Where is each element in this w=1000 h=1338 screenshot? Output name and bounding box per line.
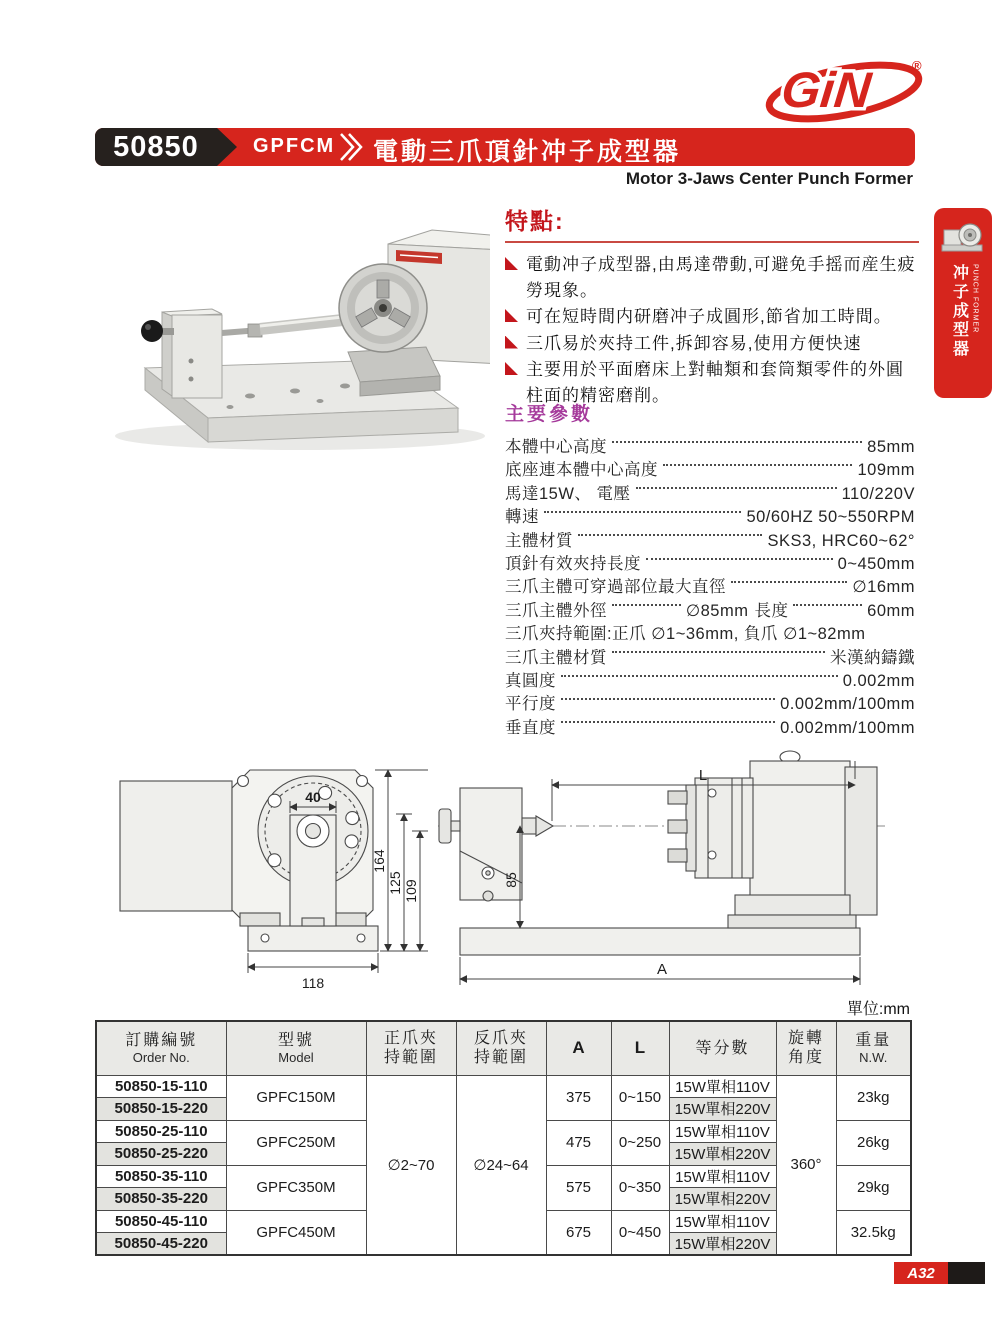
bullet-triangle-icon bbox=[505, 336, 518, 349]
table-row bbox=[96, 1075, 911, 1098]
tab-label-en: PUNCH FORMER bbox=[971, 264, 979, 334]
order-no-cell: 50850-35-110 bbox=[96, 1165, 226, 1188]
order-no-cell: 50850-15-110 bbox=[96, 1075, 226, 1098]
feature-item bbox=[505, 331, 919, 357]
dotted-leader bbox=[612, 604, 681, 606]
tab-labels bbox=[948, 264, 979, 359]
model-cell: GPFC250M bbox=[226, 1120, 366, 1165]
feature-text: 三爪易於夾持工件,拆卸容易,使用方便快速 bbox=[526, 333, 862, 353]
spec-row bbox=[505, 456, 915, 479]
page-number-badge bbox=[894, 1262, 985, 1284]
order-no-cell: 50850-45-220 bbox=[96, 1233, 226, 1256]
dotted-leader bbox=[793, 604, 862, 606]
product-subtitle-en: Motor 3-Jaws Center Punch Former bbox=[625, 169, 913, 188]
spec-row bbox=[505, 690, 915, 713]
header-njaw-2: 持範圍 bbox=[383, 1049, 438, 1067]
bullet-triangle-icon bbox=[505, 309, 518, 322]
spec-row bbox=[505, 550, 915, 573]
division-cell: 15W單相220V bbox=[669, 1188, 776, 1211]
dotted-leader bbox=[731, 581, 847, 583]
weight-cell: 32.5kg bbox=[836, 1210, 911, 1255]
features-section bbox=[505, 203, 919, 409]
dim-118: 118 bbox=[301, 975, 325, 991]
spec-row bbox=[505, 644, 915, 667]
feature-item bbox=[505, 304, 919, 330]
spec-label: 馬達15W、 電壓 bbox=[505, 484, 631, 503]
model-cell: GPFC350M bbox=[226, 1165, 366, 1210]
dotted-leader bbox=[561, 675, 838, 677]
header-weight-en: N.W. bbox=[859, 1050, 888, 1066]
dotted-leader bbox=[646, 558, 833, 560]
header-model-zh: 型號 bbox=[277, 1031, 314, 1049]
col-normal-jaw bbox=[366, 1021, 456, 1075]
dim-164: 164 bbox=[371, 849, 387, 873]
spec-label: 頂針有效夾持長度 bbox=[505, 554, 641, 573]
spec-row bbox=[505, 480, 915, 503]
order-code: 50850 bbox=[113, 130, 199, 163]
header-order-zh: 訂購編號 bbox=[125, 1031, 198, 1049]
division-cell: 15W單相220V bbox=[669, 1233, 776, 1256]
spec-label: 垂直度 bbox=[505, 718, 556, 737]
dotted-leader bbox=[561, 698, 775, 700]
page-badge-bar bbox=[948, 1262, 985, 1284]
col-model bbox=[226, 1021, 366, 1075]
tab-label-zh: 冲子成型器 bbox=[950, 264, 968, 359]
spec-value: 85mm bbox=[867, 438, 915, 456]
feature-text: 電動冲子成型器,由馬達帶動,可避免手摇而産生疲勞現象。 bbox=[526, 255, 916, 300]
header-l: L bbox=[634, 1038, 646, 1058]
header-division: 等分數 bbox=[695, 1039, 750, 1057]
spec-label: 底座連本體中心高度 bbox=[505, 461, 658, 480]
spec-value: 0~450mm bbox=[837, 554, 915, 573]
dim-109: 109 bbox=[403, 879, 419, 903]
spec-label: 本體中心高度 bbox=[505, 438, 607, 456]
order-code-badge bbox=[95, 128, 217, 166]
spec-value: 50/60HZ 50~550RPM bbox=[746, 508, 915, 527]
spec-value: 米漢納鑄鐵 bbox=[830, 648, 915, 667]
bullet-triangle-icon bbox=[505, 362, 518, 375]
spec-row bbox=[505, 503, 915, 526]
dotted-leader bbox=[636, 487, 837, 489]
spec-value: 0.002mm/100mm bbox=[780, 718, 915, 737]
header-rjaw-1: 反爪夾 bbox=[473, 1030, 528, 1048]
col-a bbox=[546, 1021, 611, 1075]
tab-product-thumbnail-icon bbox=[940, 214, 986, 260]
a-cell: 675 bbox=[546, 1210, 611, 1255]
spec-table bbox=[95, 1020, 912, 1256]
spec-label: 三爪夾持範圍:正爪 ∅1~36mm, 負爪 ∅1~82mm bbox=[505, 625, 866, 644]
section-side-tab bbox=[934, 208, 992, 398]
spec-label: 三爪主體材質 bbox=[505, 648, 607, 667]
spec-row bbox=[505, 527, 915, 550]
specs-heading: 主要參數 bbox=[505, 404, 594, 425]
dotted-leader bbox=[612, 441, 862, 443]
spec-value: SKS3, HRC60~62° bbox=[767, 531, 915, 550]
spec-label: 真圓度 bbox=[505, 671, 556, 690]
feature-item bbox=[505, 252, 919, 303]
a-cell: 375 bbox=[546, 1075, 611, 1120]
spec-row bbox=[505, 573, 915, 596]
spec-row bbox=[505, 667, 915, 690]
dotted-leader bbox=[612, 651, 825, 653]
weight-cell: 26kg bbox=[836, 1120, 911, 1165]
feature-text: 可在短時間内研磨冲子成圓形,節省加工時間。 bbox=[526, 307, 892, 326]
gin-logo-icon bbox=[760, 50, 940, 125]
dim-85: 85 bbox=[503, 872, 519, 888]
weight-cell: 29kg bbox=[836, 1165, 911, 1210]
page-number: A32 bbox=[894, 1262, 948, 1284]
header-a: A bbox=[572, 1038, 585, 1058]
product-photo bbox=[90, 200, 490, 465]
header-order-en: Order No. bbox=[132, 1050, 190, 1066]
spec-label: 三爪主體可穿過部位最大直徑 bbox=[505, 578, 726, 597]
dotted-leader bbox=[561, 721, 775, 723]
logo-reg-mark: ® bbox=[912, 58, 922, 73]
spec-row bbox=[505, 597, 915, 620]
feature-text: 主要用於平面磨床上對軸類和套筒類零件的外圓柱面的精密磨削。 bbox=[526, 360, 904, 405]
spec-row bbox=[505, 620, 915, 643]
unit-label: 單位:mm bbox=[846, 1001, 910, 1018]
normal-jaw-cell: ∅2~70 bbox=[366, 1075, 456, 1255]
header-njaw-1: 正爪夾 bbox=[383, 1030, 438, 1048]
division-cell: 15W單相220V bbox=[669, 1143, 776, 1166]
header-weight-zh: 重量 bbox=[855, 1031, 892, 1049]
order-no-cell: 50850-15-220 bbox=[96, 1098, 226, 1121]
division-cell: 15W單相110V bbox=[669, 1165, 776, 1188]
header-bar bbox=[95, 128, 915, 166]
dotted-leader bbox=[663, 464, 852, 466]
spec-label: 長度 bbox=[754, 601, 789, 620]
spec-label: 平行度 bbox=[505, 695, 556, 714]
division-cell: 15W單相110V bbox=[669, 1075, 776, 1098]
order-no-cell: 50850-25-220 bbox=[96, 1143, 226, 1166]
chevron-right-icon bbox=[338, 131, 364, 163]
brand-logo bbox=[760, 50, 940, 125]
series-code: GPFCM bbox=[253, 135, 336, 157]
division-cell: 15W單相110V bbox=[669, 1210, 776, 1233]
dotted-leader bbox=[544, 511, 741, 513]
order-no-cell: 50850-25-110 bbox=[96, 1120, 226, 1143]
dim-L: L bbox=[698, 767, 708, 784]
spec-value: ∅16mm bbox=[852, 578, 915, 597]
spec-value: ∅85mm bbox=[685, 601, 749, 620]
division-cell: 15W單相110V bbox=[669, 1120, 776, 1143]
dim-125: 125 bbox=[387, 871, 403, 895]
col-rotation bbox=[776, 1021, 836, 1075]
header-rot-1: 旋轉 bbox=[787, 1030, 824, 1048]
spec-value: 0.002mm bbox=[842, 671, 915, 690]
col-order-no bbox=[96, 1021, 226, 1075]
dotted-leader bbox=[578, 534, 762, 536]
logo-text: GiN bbox=[778, 62, 874, 118]
order-no-cell: 50850-35-220 bbox=[96, 1188, 226, 1211]
spec-label: 主體材質 bbox=[505, 531, 573, 550]
col-reverse-jaw bbox=[456, 1021, 546, 1075]
features-heading: 特點: bbox=[505, 203, 919, 243]
spec-value: 110/220V bbox=[841, 484, 915, 503]
dim-A: A bbox=[656, 961, 668, 978]
spec-label: 轉速 bbox=[505, 508, 539, 527]
col-division bbox=[669, 1021, 776, 1075]
reverse-jaw-cell: ∅24~64 bbox=[456, 1075, 546, 1255]
header-rjaw-2: 持範圍 bbox=[473, 1049, 528, 1067]
col-l bbox=[611, 1021, 669, 1075]
rotation-cell: 360° bbox=[776, 1075, 836, 1255]
header-rot-2: 角度 bbox=[787, 1049, 824, 1067]
spec-value: 60mm bbox=[867, 601, 915, 620]
spec-value: 109mm bbox=[857, 461, 915, 480]
order-no-cell: 50850-45-110 bbox=[96, 1210, 226, 1233]
division-cell: 15W單相220V bbox=[669, 1098, 776, 1121]
l-cell: 0~450 bbox=[611, 1210, 669, 1255]
spec-label: 三爪主體外徑 bbox=[505, 601, 607, 620]
l-cell: 0~150 bbox=[611, 1075, 669, 1120]
table-header-row bbox=[96, 1021, 911, 1075]
product-title-zh: 電動三爪頂針冲子成型器 bbox=[373, 138, 682, 166]
model-cell: GPFC150M bbox=[226, 1075, 366, 1120]
col-weight bbox=[836, 1021, 911, 1075]
spec-value: 0.002mm/100mm bbox=[780, 695, 915, 714]
header-model-en: Model bbox=[278, 1050, 314, 1066]
l-cell: 0~350 bbox=[611, 1165, 669, 1210]
weight-cell: 23kg bbox=[836, 1075, 911, 1120]
spec-row bbox=[505, 433, 915, 456]
l-cell: 0~250 bbox=[611, 1120, 669, 1165]
dim-40: 40 bbox=[305, 789, 321, 805]
model-cell: GPFC450M bbox=[226, 1210, 366, 1255]
a-cell: 475 bbox=[546, 1120, 611, 1165]
specs-section bbox=[505, 399, 915, 737]
bullet-triangle-icon bbox=[505, 257, 518, 270]
a-cell: 575 bbox=[546, 1165, 611, 1210]
technical-drawing bbox=[90, 733, 920, 1005]
